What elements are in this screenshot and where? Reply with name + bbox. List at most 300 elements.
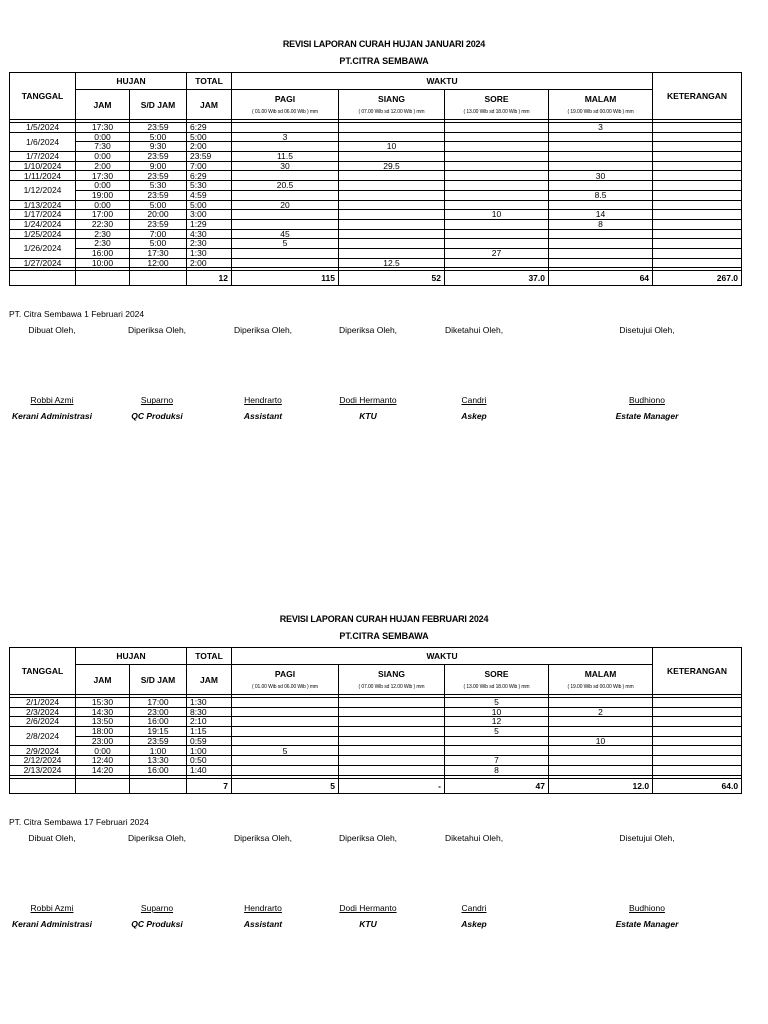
- duration-cell: 6:29: [187, 171, 232, 181]
- end-time-cell: 17:30: [130, 248, 187, 258]
- table-row: [10, 258, 742, 268]
- end-time-cell: 16:00: [130, 765, 187, 775]
- siang-cell: 12.5: [339, 258, 445, 268]
- rainfall-table: [9, 72, 742, 286]
- sore-cell: [445, 123, 549, 133]
- total-pagi: 115: [232, 271, 339, 286]
- signature-position: Askep: [461, 411, 487, 422]
- date-cell: 1/17/2024: [10, 210, 76, 220]
- report-title: REVISI LAPORAN CURAH HUJAN FEBRUARI 2024: [279, 614, 489, 624]
- header-sore-range: ( 13.00 Wib sd 18.00 Wib ) mm: [463, 109, 530, 115]
- keterangan-cell: [653, 736, 742, 746]
- pagi-cell: [232, 142, 339, 152]
- start-time-cell: 0:00: [76, 746, 130, 756]
- signature-block: [0, 320, 768, 430]
- sore-cell: [445, 142, 549, 152]
- pagi-cell: 5: [232, 746, 339, 756]
- sore-cell: 12: [445, 717, 549, 727]
- table-row: [10, 736, 742, 746]
- start-time-cell: 17:30: [76, 123, 130, 133]
- signature-name: Hendrarto: [244, 395, 282, 406]
- pagi-cell: [232, 717, 339, 727]
- pagi-cell: [232, 190, 339, 200]
- end-time-cell: 7:00: [130, 229, 187, 239]
- sore-cell: [445, 132, 549, 142]
- keterangan-cell: [653, 171, 742, 181]
- signature-position: Assistant: [243, 918, 283, 929]
- pagi-cell: 20: [232, 200, 339, 210]
- end-time-cell: 23:00: [130, 707, 187, 717]
- end-time-cell: 12:00: [130, 258, 187, 268]
- header-malam-label: MALAM: [584, 669, 617, 679]
- totals-blank: [130, 271, 187, 286]
- table-row: [10, 756, 742, 766]
- header-siang-range: ( 07.00 Wib sd 12.00 Wib ) mm: [358, 109, 425, 115]
- signature-role: Diketahui Oleh,: [444, 832, 504, 843]
- date-cell: 2/6/2024: [10, 717, 76, 727]
- signature-role: Disetujui Oleh,: [619, 832, 675, 843]
- signature-name: Dodi Hermanto: [339, 395, 397, 406]
- pagi-cell: 30: [232, 161, 339, 171]
- table-row: [10, 727, 742, 737]
- date-cell: 1/6/2024: [10, 132, 76, 151]
- keterangan-cell: [653, 727, 742, 737]
- signature-name: Dodi Hermanto: [339, 902, 397, 913]
- malam-cell: [549, 248, 653, 258]
- header-tanggal: TANGGAL: [10, 648, 76, 695]
- siang-cell: [339, 229, 445, 239]
- keterangan-cell: [653, 248, 742, 258]
- duration-cell: 1:00: [187, 746, 232, 756]
- siang-cell: [339, 239, 445, 249]
- start-time-cell: 7:30: [76, 142, 130, 152]
- date-cell: 1/5/2024: [10, 123, 76, 133]
- pagi-cell: 20.5: [232, 181, 339, 191]
- table-row: [10, 746, 742, 756]
- table-row: [10, 132, 742, 142]
- siang-cell: [339, 219, 445, 229]
- duration-cell: 5:00: [187, 132, 232, 142]
- date-cell: 1/11/2024: [10, 171, 76, 181]
- malam-cell: [549, 756, 653, 766]
- header-jam-total: JAM: [187, 665, 232, 695]
- header-pagi: [232, 665, 339, 695]
- totals-row: [10, 778, 742, 793]
- siang-cell: [339, 717, 445, 727]
- malam-cell: [549, 142, 653, 152]
- table-row: [10, 181, 742, 191]
- signature-role: Dibuat Oleh,: [28, 832, 76, 843]
- total-hours: 7: [187, 778, 232, 793]
- sore-cell: 5: [445, 698, 549, 708]
- keterangan-cell: [653, 258, 742, 268]
- end-time-cell: 23:59: [130, 123, 187, 133]
- keterangan-cell: [653, 239, 742, 249]
- header-sore-label: SORE: [484, 94, 509, 104]
- siang-cell: [339, 181, 445, 191]
- header-sore: [445, 90, 549, 120]
- totals-blank: [76, 271, 130, 286]
- date-cell: 1/13/2024: [10, 200, 76, 210]
- end-time-cell: 23:59: [130, 190, 187, 200]
- start-time-cell: 2:30: [76, 229, 130, 239]
- malam-cell: [549, 239, 653, 249]
- end-time-cell: 1:00: [130, 746, 187, 756]
- sore-cell: 7: [445, 756, 549, 766]
- end-time-cell: 5:00: [130, 200, 187, 210]
- duration-cell: 4:30: [187, 229, 232, 239]
- header-malam: [549, 90, 653, 120]
- table-row: [10, 765, 742, 775]
- signature-position: Estate Manager: [615, 918, 679, 929]
- malam-cell: [549, 152, 653, 162]
- pagi-cell: [232, 258, 339, 268]
- start-time-cell: 0:00: [76, 132, 130, 142]
- report-title: REVISI LAPORAN CURAH HUJAN JANUARI 2024: [282, 39, 486, 49]
- header-waktu: WAKTU: [232, 73, 653, 90]
- start-time-cell: 14:20: [76, 765, 130, 775]
- header-malam-range: ( 19.00 Wib sd 00.00 Wib ) mm: [567, 684, 634, 690]
- pagi-cell: [232, 248, 339, 258]
- end-time-cell: 23:59: [130, 219, 187, 229]
- duration-cell: 1:30: [187, 248, 232, 258]
- date-cell: 1/27/2024: [10, 258, 76, 268]
- malam-cell: 14: [549, 210, 653, 220]
- end-time-cell: 17:00: [130, 698, 187, 708]
- signature-name: Candri: [461, 902, 487, 913]
- malam-cell: [549, 229, 653, 239]
- totals-blank: [130, 778, 187, 793]
- malam-cell: 10: [549, 736, 653, 746]
- header-pagi-label: PAGI: [274, 94, 296, 104]
- totals-row: [10, 271, 742, 286]
- date-cell: 1/25/2024: [10, 229, 76, 239]
- pagi-cell: [232, 707, 339, 717]
- pagi-cell: [232, 765, 339, 775]
- total-sore: 37.0: [445, 271, 549, 286]
- header-pagi-range: ( 01.00 Wib sd 06.00 Wib ) mm: [251, 684, 318, 690]
- malam-cell: [549, 181, 653, 191]
- signature-position: Kerani Administrasi: [12, 918, 92, 929]
- table-row: [10, 142, 742, 152]
- signature-name: Budhiono: [629, 395, 665, 406]
- duration-cell: 23:59: [187, 152, 232, 162]
- total-hours: 12: [187, 271, 232, 286]
- signature-role: Diperiksa Oleh,: [127, 832, 187, 843]
- malam-cell: 2: [549, 707, 653, 717]
- header-sore-range: ( 13.00 Wib sd 18.00 Wib ) mm: [463, 684, 530, 690]
- pagi-cell: [232, 123, 339, 133]
- start-time-cell: 12:40: [76, 756, 130, 766]
- table-row: [10, 171, 742, 181]
- header-total: TOTAL: [187, 73, 232, 90]
- start-time-cell: 15:30: [76, 698, 130, 708]
- signature-position: QC Produksi: [131, 411, 183, 422]
- siang-cell: [339, 200, 445, 210]
- end-time-cell: 13:30: [130, 756, 187, 766]
- table-row: [10, 152, 742, 162]
- siang-cell: [339, 746, 445, 756]
- table-row: [10, 190, 742, 200]
- table-row: [10, 698, 742, 708]
- table-row: [10, 219, 742, 229]
- totals-blank: [10, 778, 76, 793]
- pagi-cell: [232, 736, 339, 746]
- duration-cell: 2:30: [187, 239, 232, 249]
- table-row: [10, 200, 742, 210]
- sore-cell: [445, 746, 549, 756]
- sore-cell: [445, 152, 549, 162]
- total-siang: -: [339, 778, 445, 793]
- pagi-cell: 5: [232, 239, 339, 249]
- keterangan-cell: [653, 181, 742, 191]
- signature-block: [0, 828, 768, 938]
- siang-cell: [339, 152, 445, 162]
- duration-cell: 2:00: [187, 142, 232, 152]
- date-cell: 2/12/2024: [10, 756, 76, 766]
- sore-cell: [445, 229, 549, 239]
- sore-cell: 10: [445, 210, 549, 220]
- end-time-cell: 23:59: [130, 152, 187, 162]
- pagi-cell: [232, 171, 339, 181]
- duration-cell: 8:30: [187, 707, 232, 717]
- start-time-cell: 10:00: [76, 258, 130, 268]
- header-keterangan: KETERANGAN: [653, 648, 742, 695]
- signature-name: Budhiono: [629, 902, 665, 913]
- start-time-cell: 18:00: [76, 727, 130, 737]
- signature-position: Askep: [461, 918, 487, 929]
- siang-cell: [339, 123, 445, 133]
- keterangan-cell: [653, 707, 742, 717]
- table-row: [10, 717, 742, 727]
- signature-role: Diperiksa Oleh,: [338, 832, 398, 843]
- start-time-cell: 0:00: [76, 200, 130, 210]
- end-time-cell: 9:30: [130, 142, 187, 152]
- header-pagi: [232, 90, 339, 120]
- sore-cell: 5: [445, 727, 549, 737]
- malam-cell: [549, 717, 653, 727]
- sore-cell: [445, 219, 549, 229]
- start-time-cell: 13:50: [76, 717, 130, 727]
- siang-cell: [339, 707, 445, 717]
- malam-cell: [549, 765, 653, 775]
- header-hujan: HUJAN: [76, 648, 187, 665]
- duration-cell: 5:30: [187, 181, 232, 191]
- pagi-cell: [232, 727, 339, 737]
- header-jam: JAM: [76, 665, 130, 695]
- duration-cell: 1:30: [187, 698, 232, 708]
- date-cell: 1/10/2024: [10, 161, 76, 171]
- table-row: [10, 239, 742, 249]
- end-time-cell: 20:00: [130, 210, 187, 220]
- siang-cell: [339, 210, 445, 220]
- start-time-cell: 2:30: [76, 239, 130, 249]
- place-date: PT. Citra Sembawa 17 Februari 2024: [9, 816, 149, 827]
- header-pagi-range: ( 01.00 Wib sd 06.00 Wib ) mm: [251, 109, 318, 115]
- duration-cell: 2:10: [187, 717, 232, 727]
- start-time-cell: 0:00: [76, 152, 130, 162]
- keterangan-cell: [653, 190, 742, 200]
- signature-position: Kerani Administrasi: [12, 411, 92, 422]
- end-time-cell: 16:00: [130, 717, 187, 727]
- duration-cell: 0:50: [187, 756, 232, 766]
- date-cell: 2/13/2024: [10, 765, 76, 775]
- sore-cell: 10: [445, 707, 549, 717]
- signature-role: Dibuat Oleh,: [28, 325, 76, 336]
- date-cell: 1/12/2024: [10, 181, 76, 200]
- end-time-cell: 23:59: [130, 171, 187, 181]
- duration-cell: 5:00: [187, 200, 232, 210]
- total-pagi: 5: [232, 778, 339, 793]
- total-malam: 64: [549, 271, 653, 286]
- header-sore: [445, 665, 549, 695]
- signature-position: QC Produksi: [131, 918, 183, 929]
- pagi-cell: [232, 698, 339, 708]
- sore-cell: [445, 171, 549, 181]
- keterangan-cell: [653, 698, 742, 708]
- sore-cell: 8: [445, 765, 549, 775]
- sore-cell: [445, 161, 549, 171]
- malam-cell: 3: [549, 123, 653, 133]
- sore-cell: [445, 190, 549, 200]
- signature-position: KTU: [359, 411, 377, 422]
- signature-position: Estate Manager: [615, 411, 679, 422]
- start-time-cell: 19:00: [76, 190, 130, 200]
- sore-cell: [445, 258, 549, 268]
- header-total: TOTAL: [187, 648, 232, 665]
- start-time-cell: 23:00: [76, 736, 130, 746]
- signature-name: Hendrarto: [244, 902, 282, 913]
- keterangan-cell: [653, 132, 742, 142]
- start-time-cell: 0:00: [76, 181, 130, 191]
- siang-cell: [339, 765, 445, 775]
- end-time-cell: 5:30: [130, 181, 187, 191]
- malam-cell: [549, 746, 653, 756]
- table-row: [10, 229, 742, 239]
- header-siang-range: ( 07.00 Wib sd 12.00 Wib ) mm: [358, 684, 425, 690]
- duration-cell: 3:00: [187, 210, 232, 220]
- siang-cell: [339, 171, 445, 181]
- header-sd-jam: S/D JAM: [130, 665, 187, 695]
- duration-cell: 0:59: [187, 736, 232, 746]
- place-date: PT. Citra Sembawa 1 Februari 2024: [9, 309, 145, 320]
- header-tanggal: TANGGAL: [10, 73, 76, 120]
- signature-name: Suparno: [140, 395, 174, 406]
- header-jam-total: JAM: [187, 90, 232, 120]
- header-jam: JAM: [76, 90, 130, 120]
- table-row: [10, 210, 742, 220]
- header-malam-label: MALAM: [584, 94, 617, 104]
- malam-cell: [549, 698, 653, 708]
- duration-cell: 4:59: [187, 190, 232, 200]
- table-row: [10, 248, 742, 258]
- header-waktu: WAKTU: [232, 648, 653, 665]
- siang-cell: [339, 190, 445, 200]
- malam-cell: 8: [549, 219, 653, 229]
- signature-name: Candri: [461, 395, 487, 406]
- duration-cell: 6:29: [187, 123, 232, 133]
- totals-blank: [10, 271, 76, 286]
- header-sd-jam: S/D JAM: [130, 90, 187, 120]
- header-hujan: HUJAN: [76, 73, 187, 90]
- pagi-cell: 3: [232, 132, 339, 142]
- keterangan-cell: [653, 161, 742, 171]
- keterangan-cell: [653, 756, 742, 766]
- signature-name: Suparno: [140, 902, 174, 913]
- duration-cell: 2:00: [187, 258, 232, 268]
- report-january: [0, 36, 768, 430]
- header-siang-label: SIANG: [378, 669, 405, 679]
- company-name: PT.CITRA SEMBAWA: [339, 56, 429, 66]
- date-cell: 2/8/2024: [10, 727, 76, 746]
- header-pagi-label: PAGI: [274, 669, 296, 679]
- malam-cell: 8.5: [549, 190, 653, 200]
- start-time-cell: 16:00: [76, 248, 130, 258]
- pagi-cell: [232, 219, 339, 229]
- table-row: [10, 123, 742, 133]
- start-time-cell: 14:30: [76, 707, 130, 717]
- duration-cell: 7:00: [187, 161, 232, 171]
- date-cell: 2/1/2024: [10, 698, 76, 708]
- siang-cell: [339, 698, 445, 708]
- signature-position: KTU: [359, 918, 377, 929]
- signature-role: Diperiksa Oleh,: [338, 325, 398, 336]
- malam-cell: [549, 161, 653, 171]
- keterangan-cell: [653, 765, 742, 775]
- rainfall-table: [9, 647, 742, 794]
- keterangan-cell: [653, 219, 742, 229]
- date-cell: 1/7/2024: [10, 152, 76, 162]
- duration-cell: 1:29: [187, 219, 232, 229]
- malam-cell: 30: [549, 171, 653, 181]
- pagi-cell: [232, 210, 339, 220]
- start-time-cell: 17:30: [76, 171, 130, 181]
- siang-cell: [339, 736, 445, 746]
- duration-cell: 1:15: [187, 727, 232, 737]
- sore-cell: [445, 200, 549, 210]
- keterangan-cell: [653, 210, 742, 220]
- malam-cell: [549, 200, 653, 210]
- total-keterangan: 267.0: [653, 271, 742, 286]
- end-time-cell: 23:59: [130, 736, 187, 746]
- total-sore: 47: [445, 778, 549, 793]
- siang-cell: [339, 248, 445, 258]
- keterangan-cell: [653, 746, 742, 756]
- keterangan-cell: [653, 152, 742, 162]
- start-time-cell: 17:00: [76, 210, 130, 220]
- date-cell: 2/9/2024: [10, 746, 76, 756]
- keterangan-cell: [653, 123, 742, 133]
- header-siang: [339, 90, 445, 120]
- sore-cell: [445, 181, 549, 191]
- start-time-cell: 2:00: [76, 161, 130, 171]
- signature-name: Robbi Azmi: [30, 395, 74, 406]
- keterangan-cell: [653, 142, 742, 152]
- signature-name: Robbi Azmi: [30, 902, 74, 913]
- header-malam-range: ( 19.00 Wib sd 00.00 Wib ) mm: [567, 109, 634, 115]
- table-row: [10, 161, 742, 171]
- date-cell: 2/3/2024: [10, 707, 76, 717]
- siang-cell: 10: [339, 142, 445, 152]
- pagi-cell: [232, 756, 339, 766]
- siang-cell: [339, 756, 445, 766]
- signature-role: Diperiksa Oleh,: [233, 325, 293, 336]
- end-time-cell: 9:00: [130, 161, 187, 171]
- total-keterangan: 64.0: [653, 778, 742, 793]
- sore-cell: [445, 736, 549, 746]
- signature-position: Assistant: [243, 411, 283, 422]
- signature-role: Disetujui Oleh,: [619, 325, 675, 336]
